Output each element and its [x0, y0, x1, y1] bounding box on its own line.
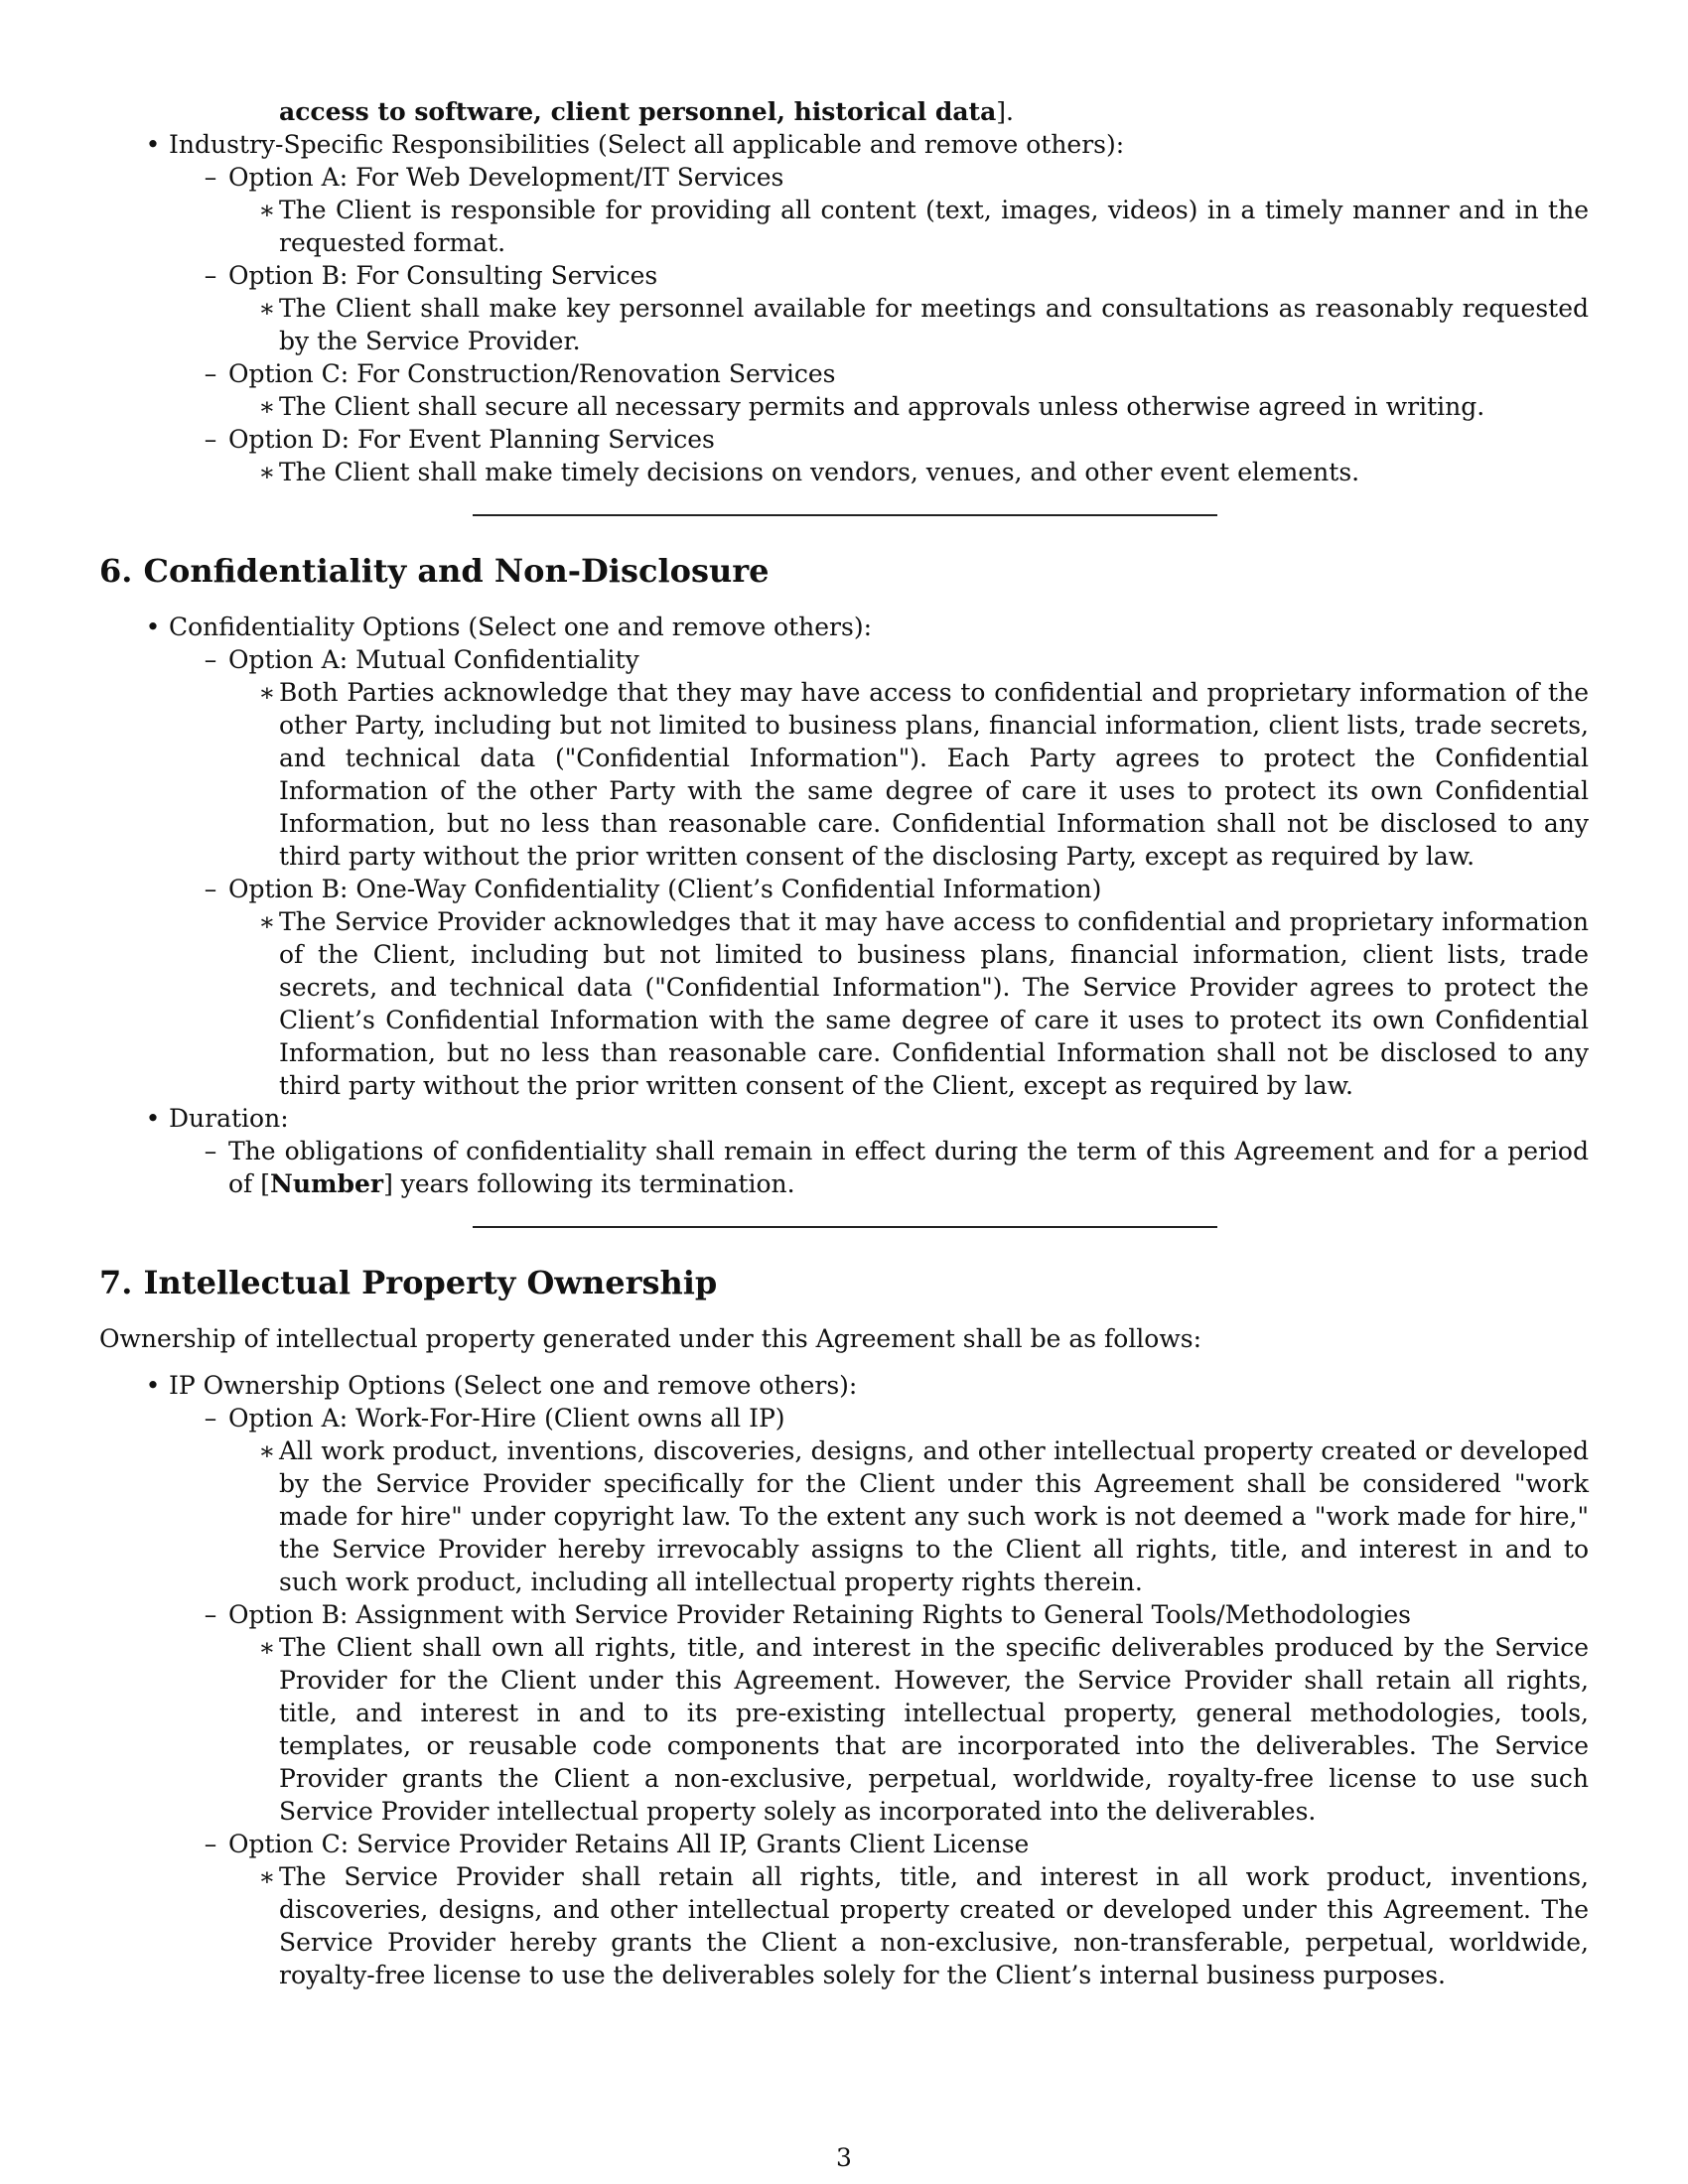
dash-icon: –: [204, 1137, 217, 1165]
duration-item: [204, 1135, 1589, 1200]
bullet-icon: •: [145, 130, 161, 159]
section-divider: [473, 514, 1217, 516]
option-detail: [258, 292, 1589, 357]
dash-icon: –: [204, 425, 217, 454]
section-7-heading: 7. Intellectual Property Ownership: [99, 1264, 718, 1301]
bullet-icon: •: [145, 1371, 161, 1400]
asterisk-icon: ∗: [258, 458, 276, 486]
document-page: [99, 95, 1589, 1991]
dash-icon: –: [204, 1600, 217, 1629]
option-detail: [258, 905, 1589, 1102]
option-detail-text: The Client is responsible for providing all content (text, images, videos) in a timely manner and in the requested format.: [279, 196, 1589, 257]
option-detail: [258, 676, 1589, 873]
dash-icon: –: [204, 1830, 217, 1858]
option-detail: [258, 1631, 1589, 1828]
dash-icon: –: [204, 1404, 217, 1433]
option-detail-text: The Service Provider shall retain all rights, title, and interest in all work product, inventions, discoveries, designs, and other intellectual property created or developed under this Agreement. The Service Provider hereby grants the Client a non-exclusive, non-transferable, perpetual, worldwide, royalty-free license to use the deliverables solely for the Client’s internal business purposes.: [279, 1862, 1589, 1989]
option-detail: [258, 194, 1589, 259]
asterisk-icon: ∗: [258, 392, 276, 421]
option-label: Option C: For Construction/Renovation Services: [228, 359, 836, 388]
option-detail-text: Both Parties acknowledge that they may have access to confidential and proprietary information of the other Party, including but not limited to business plans, financial information, client lists, trade secrets, and technical data ("Confidential Information"). Each Party agrees to protect the Confidential Information of the other Party with the same degree of care it uses to protect its own Confidential Information, but no less than reasonable care. Confidential Information shall not be disclosed to any third party without the prior written consent of the disclosing Party, except as required by law.: [279, 678, 1589, 871]
option-detail-text: The Client shall make timely decisions on vendors, venues, and other event elements.: [279, 458, 1360, 486]
asterisk-icon: ∗: [258, 907, 276, 936]
section-6-heading: 6. Confidentiality and Non-Disclosure: [99, 552, 770, 590]
option-item: [204, 357, 1589, 390]
asterisk-icon: ∗: [258, 1862, 276, 1891]
bullet-duration: [145, 1102, 1589, 1135]
option-detail-text: The Client shall own all rights, title, and interest in the specific deliverables produced by the Service Provider for the Client under this Agreement. However, the Service Provider shall retain all rights, title, and interest in and to its pre-existing intellectual property, general methodologies, tools, templates, or reusable code components that are incorporated into the deliverables. The Service Provider grants the Client a non-exclusive, perpetual, worldwide, royalty-free license to use such Service Provider intellectual property solely as incorporated into the deliverables.: [279, 1633, 1589, 1826]
bullet-icon: •: [145, 1104, 161, 1133]
option-detail: [258, 1434, 1589, 1598]
duration-placeholder: Number: [270, 1169, 384, 1198]
option-label: Option A: For Web Development/IT Services: [228, 163, 784, 192]
option-label: Option B: Assignment with Service Provider Retaining Rights to General Tools/Methodologies: [228, 1600, 1412, 1629]
option-detail-text: The Client shall make key personnel available for meetings and consultations as reasonably requested by the Service Provider.: [279, 294, 1589, 355]
bullet-text: Confidentiality Options (Select one and remove others):: [169, 613, 873, 641]
dash-icon: –: [204, 163, 217, 192]
dash-icon: –: [204, 875, 217, 903]
asterisk-icon: ∗: [258, 294, 276, 323]
option-item: [204, 423, 1589, 456]
section-divider: [473, 1226, 1217, 1228]
bullet-text: IP Ownership Options (Select one and remove others):: [169, 1371, 858, 1400]
option-item: [204, 259, 1589, 292]
continuation-bold-text: access to software, client personnel, historical data: [279, 97, 997, 126]
option-item: [204, 1402, 1589, 1434]
bullet-industry-specific: [145, 128, 1589, 161]
option-label: Option D: For Event Planning Services: [228, 425, 715, 454]
dash-icon: –: [204, 261, 217, 290]
option-item: [204, 1828, 1589, 1860]
option-detail-text: The Service Provider acknowledges that it may have access to confidential and proprietary information of the Client, including but not limited to business plans, financial information, client lists, trade secrets, and technical data ("Confidential Information"). The Service Provider agrees to protect the Client’s Confidential Information with the same degree of care it uses to protect its own Confidential Information, but no less than reasonable care. Confidential Information shall not be disclosed to any third party without the prior written consent of the Client, except as required by law.: [279, 907, 1589, 1100]
option-label: Option A: Work-For-Hire (Client owns all IP): [228, 1404, 785, 1433]
bullet-icon: •: [145, 613, 161, 641]
page-number: 3: [836, 2143, 852, 2172]
duration-text-prefix: The obligations of confidentiality shall remain in effect during the term of this Agreement and for a period of [: [228, 1137, 1589, 1198]
option-label: Option C: Service Provider Retains All IP, Grants Client License: [228, 1830, 1030, 1858]
dash-icon: –: [204, 359, 217, 388]
option-label: Option B: One-Way Confidentiality (Client’s Confidential Information): [228, 875, 1102, 903]
option-label: Option B: For Consulting Services: [228, 261, 658, 290]
option-item: [204, 643, 1589, 676]
option-detail: [258, 390, 1589, 423]
continuation-line: [279, 95, 1589, 128]
continuation-suffix: ].: [996, 97, 1014, 126]
duration-text-suffix: ] years following its termination.: [383, 1169, 795, 1198]
option-detail: [258, 1860, 1589, 1991]
option-label: Option A: Mutual Confidentiality: [228, 645, 639, 674]
option-detail: [258, 456, 1589, 488]
bullet-confidentiality-options: [145, 611, 1589, 643]
option-detail-text: The Client shall secure all necessary permits and approvals unless otherwise agreed in writing.: [279, 392, 1485, 421]
option-item: [204, 873, 1589, 905]
asterisk-icon: ∗: [258, 1436, 276, 1465]
asterisk-icon: ∗: [258, 678, 276, 707]
bullet-ip-options: [145, 1369, 1589, 1402]
dash-icon: –: [204, 645, 217, 674]
asterisk-icon: ∗: [258, 1633, 276, 1662]
option-detail-text: All work product, inventions, discoveries, designs, and other intellectual property created or developed by the Service Provider specifically for the Client under this Agreement shall be considered "work made for hire" under copyright law. To the extent any such work is not deemed a "work made for hire," the Service Provider hereby irrevocably assigns to the Client all rights, title, and interest in and to such work product, including all intellectual property rights therein.: [279, 1436, 1589, 1596]
section-7-intro: Ownership of intellectual property generated under this Agreement shall be as follows:: [99, 1324, 1202, 1353]
asterisk-icon: ∗: [258, 196, 276, 224]
option-item: [204, 161, 1589, 194]
bullet-text: Industry-Specific Responsibilities (Select all applicable and remove others):: [169, 130, 1125, 159]
option-item: [204, 1598, 1589, 1631]
bullet-text: Duration:: [169, 1104, 289, 1133]
